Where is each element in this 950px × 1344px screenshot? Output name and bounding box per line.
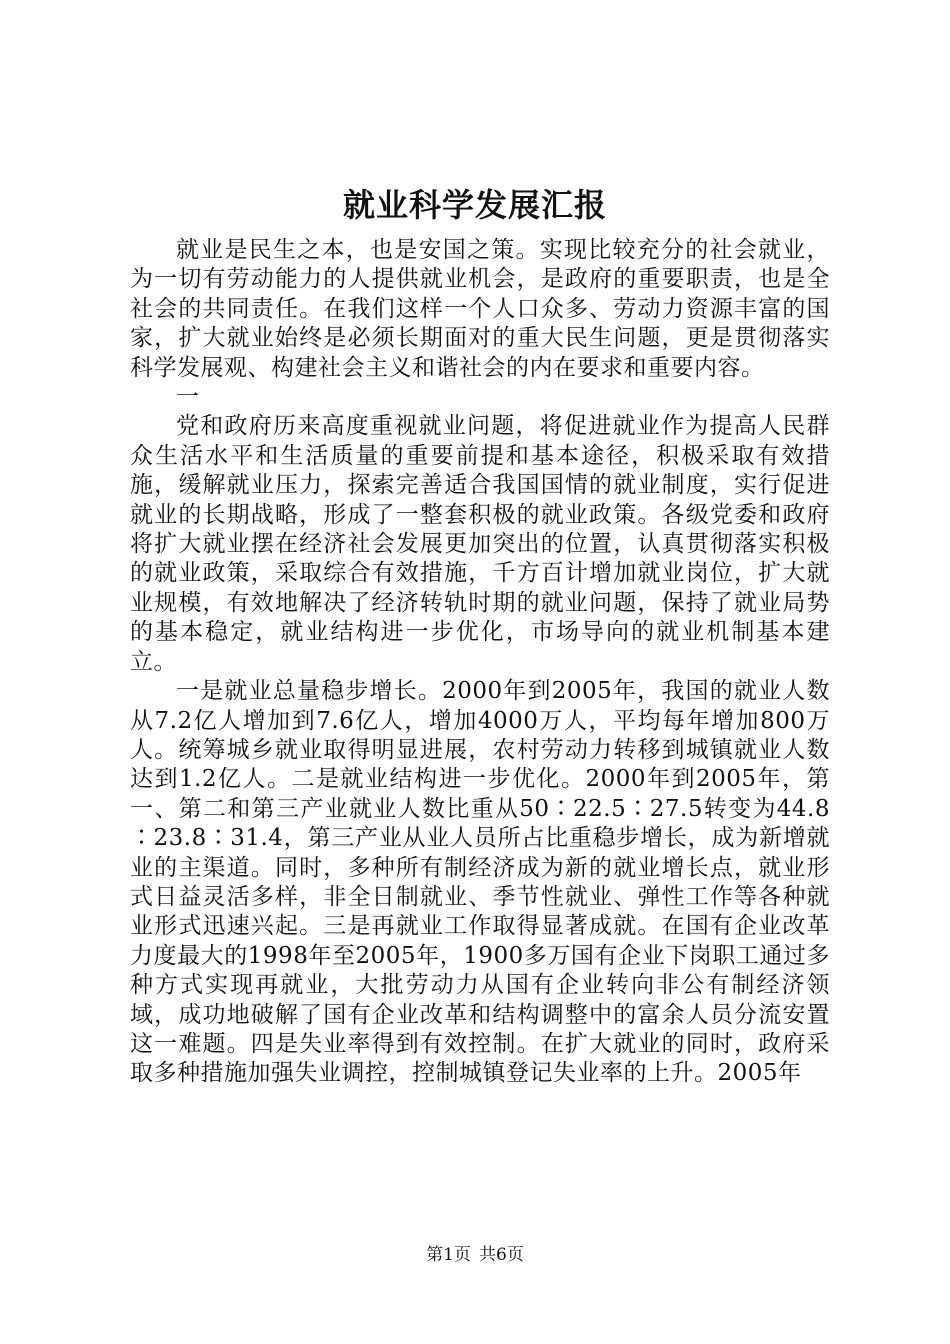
document-body [130, 236, 830, 1089]
document-title: 就业科学发展汇报 [342, 186, 607, 224]
paragraph-intro: 就业是民生之本，也是安国之策。实现比较充分的社会就业，为一切有劳动能力的人提供就业机会，是政府的重要职责，也是全社会的共同责任。在我们这样一个人口众多、劳动力资源丰富的国家，扩大就业始终是必须长期面对的重大民生问题，更是贯彻落实科学发展观、构建社会主义和谐社会的内在要求和重要内容。 [130, 237, 830, 381]
page-footer [0, 1244, 950, 1266]
page-total: 共6页 [479, 1245, 524, 1265]
section-heading-one: 一 [176, 384, 200, 411]
paragraph-achievements: 一是就业总量稳步增长。2000年到2005年，我国的就业人数从7.2亿人增加到7.6亿人，增加4000万人，平均每年增加800万人。统筹城乡就业取得明显进展，农村劳动力转移到城镇就业人数达到1.2亿人。二是就业结构进一步优化。2000年到2005年，第一、第二和第三产业就业人数比重从50∶22.5∶27.5转变为44.8∶23.8∶31.4，第三产业从业人员所占比重稳步增长，成为新增就业的主渠道。同时，多种所有制经济成为新的就业增长点，就业形式日益灵活多样，非全日制就业、季节性就业、弹性工作等各种就业形式迅速兴起。三是再就业工作取得显著成就。在国有企业改革力度最大的1998年至2005年，1900多万国有企业下岗职工通过多种方式实现再就业，大批劳动力从国有企业转向非公有制经济领域，成功地破解了国有企业改革和结构调整中的富余人员分流安置这一难题。四是失业率得到有效控制。在扩大就业的同时，政府采取多种措施加强失业调控，控制城镇登记失业率的上升。2005年 [130, 678, 830, 1087]
paragraph-policy: 党和政府历来高度重视就业问题，将促进就业作为提高人民群众生活水平和生活质量的重要前提和基本途径，积极采取有效措施，缓解就业压力，探索完善适合我国国情的就业制度，实行促进就业的长期战略，形成了一整套积极的就业政策。各级党委和政府将扩大就业摆在经济社会发展更加突出的位置，认真贯彻落实积极的就业政策，采取综合有效措施，千方百计增加就业岗位，扩大就业规模，有效地解决了经济转轨时期的就业问题，保持了就业局势的基本稳定，就业结构进一步优化，市场导向的就业机制基本建立。 [130, 413, 830, 675]
page-number: 第1页 [426, 1245, 471, 1265]
